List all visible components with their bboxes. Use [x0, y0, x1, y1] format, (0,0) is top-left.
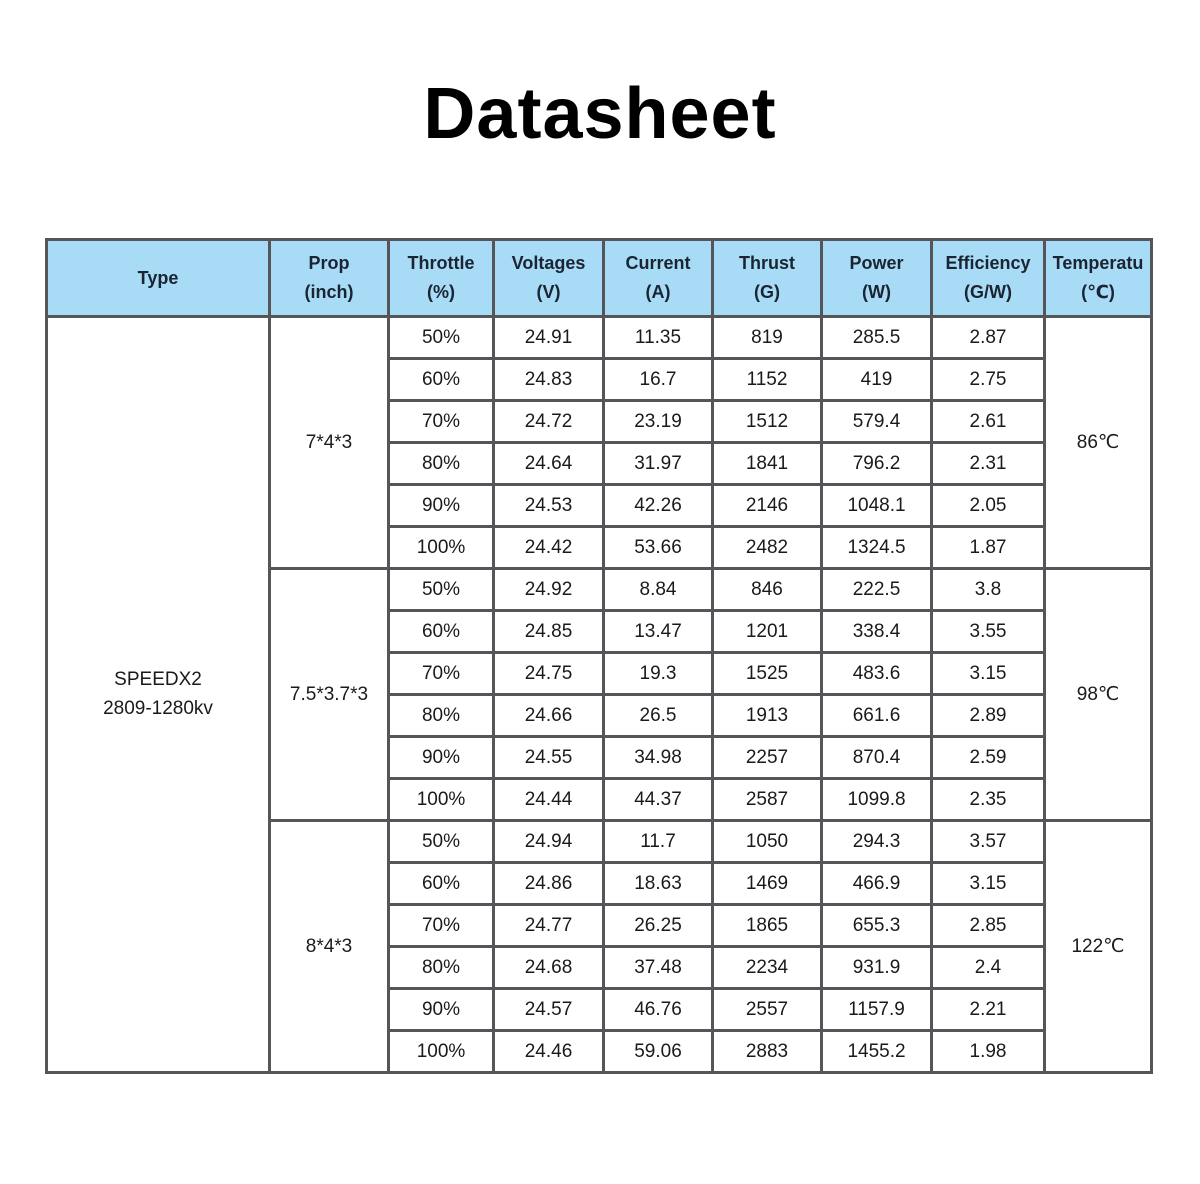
cell-power: 931.9 [822, 947, 932, 989]
cell-thrust: 2257 [713, 737, 822, 779]
cell-voltage: 24.85 [494, 611, 604, 653]
cell-power: 579.4 [822, 401, 932, 443]
header-label: Prop [308, 253, 350, 274]
cell-efficiency: 3.15 [932, 863, 1045, 905]
cell-current: 23.19 [604, 401, 713, 443]
header-label: Temperatu [1052, 253, 1144, 274]
header-unit: (℃) [1081, 282, 1115, 302]
cell-current: 13.47 [604, 611, 713, 653]
prop-cell: 7*4*3 [270, 317, 389, 569]
cell-current: 31.97 [604, 443, 713, 485]
cell-power: 338.4 [822, 611, 932, 653]
cell-power: 419 [822, 359, 932, 401]
type-line2: 2809-1280kv [103, 697, 213, 719]
temperature-cell: 98℃ [1045, 569, 1152, 821]
col-header-efficiency [932, 240, 1045, 317]
col-header-throttle [389, 240, 494, 317]
cell-thrust: 1201 [713, 611, 822, 653]
cell-voltage: 24.66 [494, 695, 604, 737]
cell-throttle: 70% [389, 905, 494, 947]
cell-efficiency: 2.87 [932, 317, 1045, 359]
cell-thrust: 1913 [713, 695, 822, 737]
cell-efficiency: 2.05 [932, 485, 1045, 527]
cell-efficiency: 2.61 [932, 401, 1045, 443]
cell-voltage: 24.94 [494, 821, 604, 863]
cell-efficiency: 3.8 [932, 569, 1045, 611]
cell-voltage: 24.44 [494, 779, 604, 821]
cell-thrust: 2234 [713, 947, 822, 989]
cell-power: 1324.5 [822, 527, 932, 569]
cell-thrust: 1152 [713, 359, 822, 401]
cell-efficiency: 2.59 [932, 737, 1045, 779]
cell-throttle: 60% [389, 359, 494, 401]
cell-thrust: 1469 [713, 863, 822, 905]
cell-current: 8.84 [604, 569, 713, 611]
cell-voltage: 24.75 [494, 653, 604, 695]
header-label: Thrust [739, 253, 795, 274]
col-header-prop [270, 240, 389, 317]
cell-voltage: 24.91 [494, 317, 604, 359]
cell-efficiency: 1.87 [932, 527, 1045, 569]
header-unit: (%) [427, 282, 455, 302]
cell-voltage: 24.55 [494, 737, 604, 779]
cell-current: 18.63 [604, 863, 713, 905]
col-header-voltages [494, 240, 604, 317]
cell-thrust: 1865 [713, 905, 822, 947]
cell-current: 37.48 [604, 947, 713, 989]
cell-voltage: 24.72 [494, 401, 604, 443]
header-unit: (A) [645, 282, 671, 302]
cell-voltage: 24.86 [494, 863, 604, 905]
cell-throttle: 90% [389, 485, 494, 527]
cell-thrust: 2557 [713, 989, 822, 1031]
cell-thrust: 2482 [713, 527, 822, 569]
col-header-power [822, 240, 932, 317]
cell-current: 11.35 [604, 317, 713, 359]
cell-throttle: 70% [389, 653, 494, 695]
type-cell [47, 317, 270, 1073]
cell-thrust: 2883 [713, 1031, 822, 1073]
cell-current: 44.37 [604, 779, 713, 821]
cell-throttle: 60% [389, 863, 494, 905]
prop-cell: 7.5*3.7*3 [270, 569, 389, 821]
header-label: Current [625, 253, 691, 274]
header-label: Throttle [407, 253, 475, 274]
cell-current: 53.66 [604, 527, 713, 569]
cell-thrust: 1050 [713, 821, 822, 863]
header-unit: (W) [862, 282, 891, 302]
cell-voltage: 24.83 [494, 359, 604, 401]
cell-thrust: 846 [713, 569, 822, 611]
cell-throttle: 90% [389, 737, 494, 779]
datasheet-table [45, 238, 1153, 1074]
cell-efficiency: 3.57 [932, 821, 1045, 863]
cell-thrust: 819 [713, 317, 822, 359]
cell-throttle: 80% [389, 443, 494, 485]
cell-thrust: 2146 [713, 485, 822, 527]
cell-efficiency: 2.75 [932, 359, 1045, 401]
header-unit: (inch) [304, 282, 354, 302]
cell-power: 661.6 [822, 695, 932, 737]
table-row [47, 317, 1152, 359]
header-label: Type [137, 267, 179, 288]
type-line1: SPEEDX2 [114, 669, 202, 690]
prop-cell: 8*4*3 [270, 821, 389, 1073]
cell-throttle: 100% [389, 779, 494, 821]
cell-power: 1455.2 [822, 1031, 932, 1073]
cell-efficiency: 2.35 [932, 779, 1045, 821]
cell-power: 294.3 [822, 821, 932, 863]
col-header-current [604, 240, 713, 317]
cell-thrust: 1512 [713, 401, 822, 443]
cell-throttle: 50% [389, 569, 494, 611]
header-unit: (V) [536, 282, 561, 302]
header-label: Voltages [511, 253, 586, 274]
cell-voltage: 24.57 [494, 989, 604, 1031]
col-header-thrust [713, 240, 822, 317]
cell-power: 870.4 [822, 737, 932, 779]
cell-power: 483.6 [822, 653, 932, 695]
cell-voltage: 24.53 [494, 485, 604, 527]
cell-power: 796.2 [822, 443, 932, 485]
header-row [47, 240, 1152, 317]
cell-power: 1099.8 [822, 779, 932, 821]
col-header-type [47, 240, 270, 317]
header-label: Power [849, 253, 904, 274]
cell-thrust: 1841 [713, 443, 822, 485]
cell-throttle: 100% [389, 1031, 494, 1073]
cell-efficiency: 2.31 [932, 443, 1045, 485]
page-title: Datasheet [423, 74, 777, 154]
cell-efficiency: 2.4 [932, 947, 1045, 989]
cell-power: 1157.9 [822, 989, 932, 1031]
cell-current: 11.7 [604, 821, 713, 863]
header-unit: (G) [754, 282, 780, 302]
cell-power: 655.3 [822, 905, 932, 947]
cell-thrust: 2587 [713, 779, 822, 821]
temperature-cell: 86℃ [1045, 317, 1152, 569]
cell-voltage: 24.46 [494, 1031, 604, 1073]
cell-current: 26.5 [604, 695, 713, 737]
cell-voltage: 24.77 [494, 905, 604, 947]
cell-efficiency: 2.21 [932, 989, 1045, 1031]
cell-efficiency: 3.15 [932, 653, 1045, 695]
cell-throttle: 100% [389, 527, 494, 569]
cell-voltage: 24.68 [494, 947, 604, 989]
cell-efficiency: 2.89 [932, 695, 1045, 737]
cell-efficiency: 1.98 [932, 1031, 1045, 1073]
cell-power: 285.5 [822, 317, 932, 359]
cell-throttle: 50% [389, 821, 494, 863]
cell-throttle: 50% [389, 317, 494, 359]
temperature-cell: 122℃ [1045, 821, 1152, 1073]
cell-efficiency: 2.85 [932, 905, 1045, 947]
cell-throttle: 70% [389, 401, 494, 443]
cell-current: 46.76 [604, 989, 713, 1031]
cell-voltage: 24.64 [494, 443, 604, 485]
cell-current: 42.26 [604, 485, 713, 527]
cell-current: 16.7 [604, 359, 713, 401]
cell-throttle: 80% [389, 947, 494, 989]
cell-current: 26.25 [604, 905, 713, 947]
header-unit: (G/W) [964, 282, 1012, 302]
cell-voltage: 24.42 [494, 527, 604, 569]
header-label: Efficiency [945, 253, 1031, 274]
col-header-temperature [1045, 240, 1152, 317]
cell-thrust: 1525 [713, 653, 822, 695]
cell-efficiency: 3.55 [932, 611, 1045, 653]
cell-throttle: 90% [389, 989, 494, 1031]
cell-power: 222.5 [822, 569, 932, 611]
cell-current: 19.3 [604, 653, 713, 695]
cell-throttle: 80% [389, 695, 494, 737]
cell-power: 466.9 [822, 863, 932, 905]
cell-power: 1048.1 [822, 485, 932, 527]
cell-voltage: 24.92 [494, 569, 604, 611]
cell-current: 59.06 [604, 1031, 713, 1073]
cell-throttle: 60% [389, 611, 494, 653]
cell-current: 34.98 [604, 737, 713, 779]
